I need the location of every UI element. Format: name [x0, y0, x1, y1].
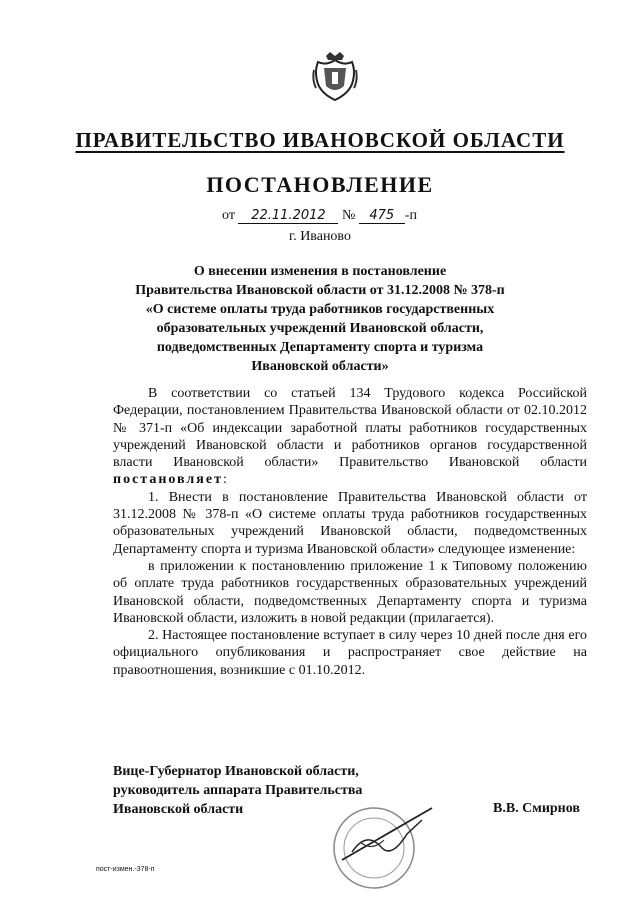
- preamble-text: В соответствии со статьей 134 Трудового кодекса Российской Федерации, постановлением Правительства Ивановской области от 02.10.2012 № 371-п «Об индексации заработной платы работников государственных учреждений Ивановской области и работников органов государственной власти Ивановской области» Правительство Ивановской области: [113, 386, 587, 471]
- subject-line-4: образовательных учреждений Ивановской области,: [156, 321, 484, 336]
- decree-colon: :: [222, 472, 227, 488]
- date-value: 22.11.2012: [238, 208, 338, 224]
- item-1-paragraph: 1. Внести в постановление Правительства Ивановской области от 31.12.2008 № 378-п «О системе оплаты труда работников государственных образовательных учреждений Ивановской области, подведомственных Департаменту спорта и туризма Ивановской области» следующее изменение:: [113, 489, 587, 557]
- position-line-3: Ивановской области: [113, 802, 244, 817]
- position-line-1: Вице-Губернатор Ивановской области,: [113, 764, 359, 779]
- document-body: [113, 385, 587, 679]
- subject-line-5: подведомственных Департаменту спорта и туризма: [156, 340, 484, 355]
- official-stamp-icon: [312, 790, 442, 890]
- item-1-detail-paragraph: в приложении к постановлению приложение 1 к Типовому положению об оплате труда работников государственных образовательных учреждений Ивановской области, подведомственных Департаменту спорта и туризма Ивановской области, изложить в новой редакции (прилагается).: [113, 558, 587, 626]
- number-suffix: -п: [404, 208, 417, 223]
- signatory-name: В.В. Смирнов: [493, 801, 580, 816]
- document-type: ПОСТАНОВЛЕНИЕ: [206, 172, 434, 197]
- coat-of-arms-icon: [312, 50, 358, 102]
- number-sign: №: [341, 208, 356, 223]
- number-value: 475: [359, 208, 405, 224]
- subject-line-3: «О системе оплаты труда работников государственных: [145, 302, 495, 317]
- subject-line-1: О внесении изменения в постановление: [193, 264, 447, 279]
- decree-word: постановляет: [113, 472, 223, 488]
- subject-line-6: Ивановской области»: [251, 359, 389, 374]
- footer-code: пост-измен.-378-п: [96, 866, 155, 873]
- preamble-paragraph: [113, 385, 587, 489]
- subject-line-2: Правительства Ивановской области от 31.12.2008 № 378-п: [135, 283, 505, 298]
- date-prefix: от: [222, 208, 235, 223]
- item-2-paragraph: 2. Настоящее постановление вступает в силу через 10 дней после дня его официального опубликования и распространяет свое действие на правоотношения, возникшие с 01.10.2012.: [113, 628, 587, 678]
- subject-heading: [110, 262, 530, 376]
- government-title: ПРАВИТЕЛЬСТВО ИВАНОВСКОЙ ОБЛАСТИ: [75, 128, 565, 152]
- date-number-line: [222, 208, 522, 224]
- city: г. Иваново: [289, 229, 351, 244]
- position-line-2: руководитель аппарата Правительства: [113, 783, 363, 798]
